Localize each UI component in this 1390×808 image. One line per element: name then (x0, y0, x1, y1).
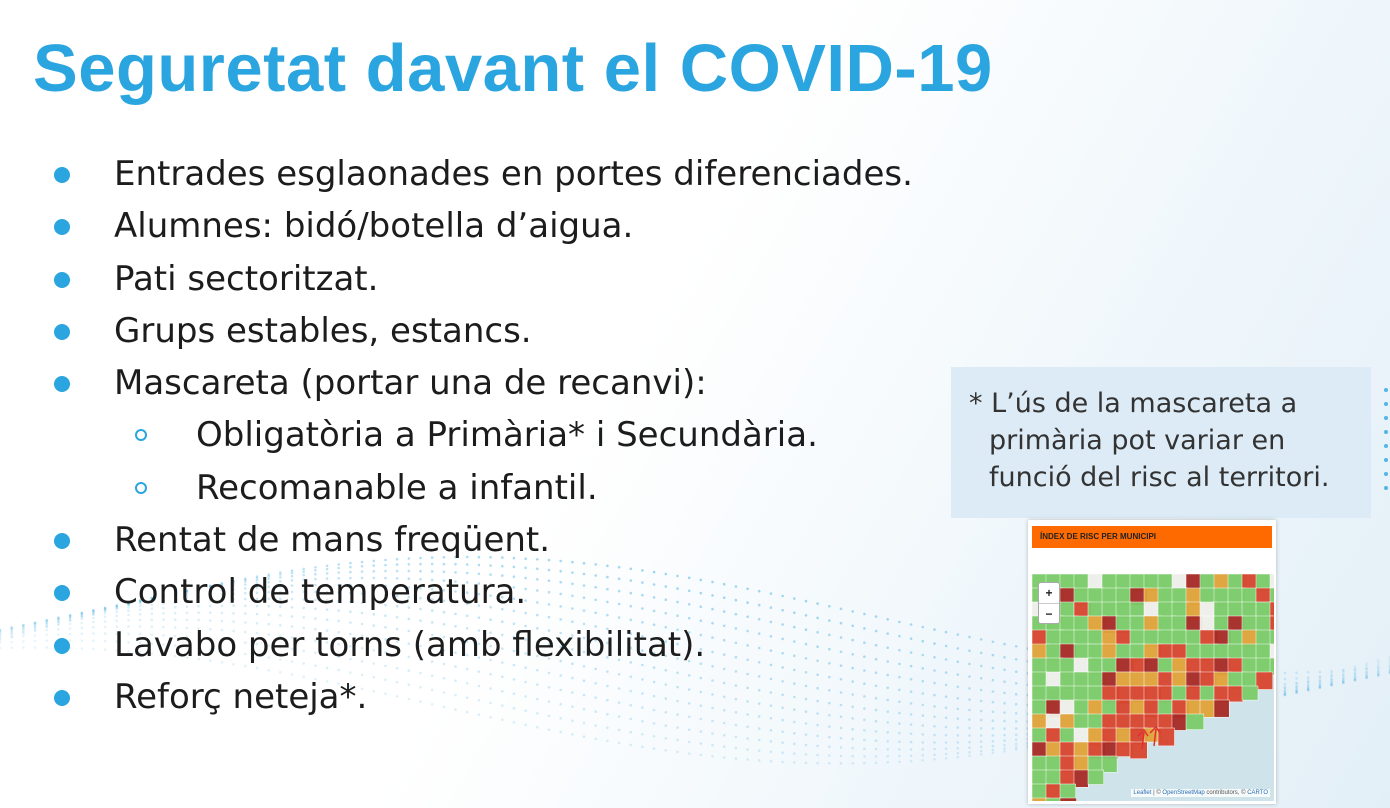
hollow-circle-icon (135, 429, 147, 441)
bullet-item (0, 357, 960, 409)
risk-map-card (1028, 520, 1276, 804)
sub-bullet-text: Recomanable a infantil. (196, 467, 598, 508)
bullet-dot-icon (54, 219, 70, 235)
sub-bullet-item (0, 462, 960, 514)
map-header: ÍNDEX DE RISC PER MUNICIPI (1032, 526, 1272, 548)
osm-link[interactable]: OpenStreetMap (1162, 790, 1205, 796)
bullet-item (0, 305, 960, 357)
bullet-dot-icon (54, 638, 70, 654)
bullet-dot-icon (54, 167, 70, 183)
note-line: * L’ús de la mascareta a (969, 388, 1298, 419)
bullet-list (0, 148, 960, 723)
bullet-text: Pati sectoritzat. (114, 258, 379, 299)
bullet-dot-icon (54, 324, 70, 340)
bullet-text: Mascareta (portar una de recanvi): (114, 363, 707, 404)
bullet-text: Alumnes: bidó/botella d’aigua. (114, 206, 634, 247)
bullet-text: Rentat de mans freqüent. (114, 520, 551, 561)
sub-bullet-text: Obligatòria a Primària* i Secundària. (196, 415, 818, 456)
bullet-item (0, 148, 960, 200)
bullet-dot-icon (54, 272, 70, 288)
bullet-item (0, 619, 960, 671)
bullet-text: Control de temperatura. (114, 572, 527, 613)
bullet-dot-icon (54, 533, 70, 549)
slide-title: Seguretat davant el COVID-19 (33, 31, 993, 106)
bullet-dot-icon (54, 690, 70, 706)
note-line: funció del risc al territori. (989, 462, 1330, 493)
map-zoom-control (1038, 582, 1060, 624)
note-line: primària pot variar en (989, 425, 1286, 456)
bullet-text: Grups estables, estancs. (114, 310, 532, 351)
bullet-dot-icon (54, 585, 70, 601)
bullet-text: Reforç neteja*. (114, 676, 368, 717)
map-attribution: Leaflet | © OpenStreetMap contributors, © CARTO (1133, 790, 1268, 796)
bullet-item (0, 671, 960, 723)
sub-bullet-item (0, 409, 960, 461)
map-regions (1032, 574, 1274, 801)
bullet-item (0, 253, 960, 305)
bullet-dot-icon (54, 376, 70, 392)
bullet-text: Entrades esglaonades en portes diferenciades. (114, 154, 913, 194)
carto-link[interactable]: CARTO (1247, 790, 1268, 796)
bullet-text: Lavabo per torns (amb flexibilitat). (114, 624, 706, 665)
risk-map[interactable] (1032, 574, 1274, 801)
bullet-item (0, 566, 960, 618)
leaflet-link[interactable]: Leaflet (1133, 790, 1152, 796)
bullet-item (0, 514, 960, 566)
zoom-out-button[interactable]: − (1045, 607, 1053, 621)
bullet-item (0, 200, 960, 252)
hollow-circle-icon (135, 482, 147, 494)
mask-note-box (951, 367, 1371, 518)
zoom-in-button[interactable]: + (1039, 583, 1059, 604)
